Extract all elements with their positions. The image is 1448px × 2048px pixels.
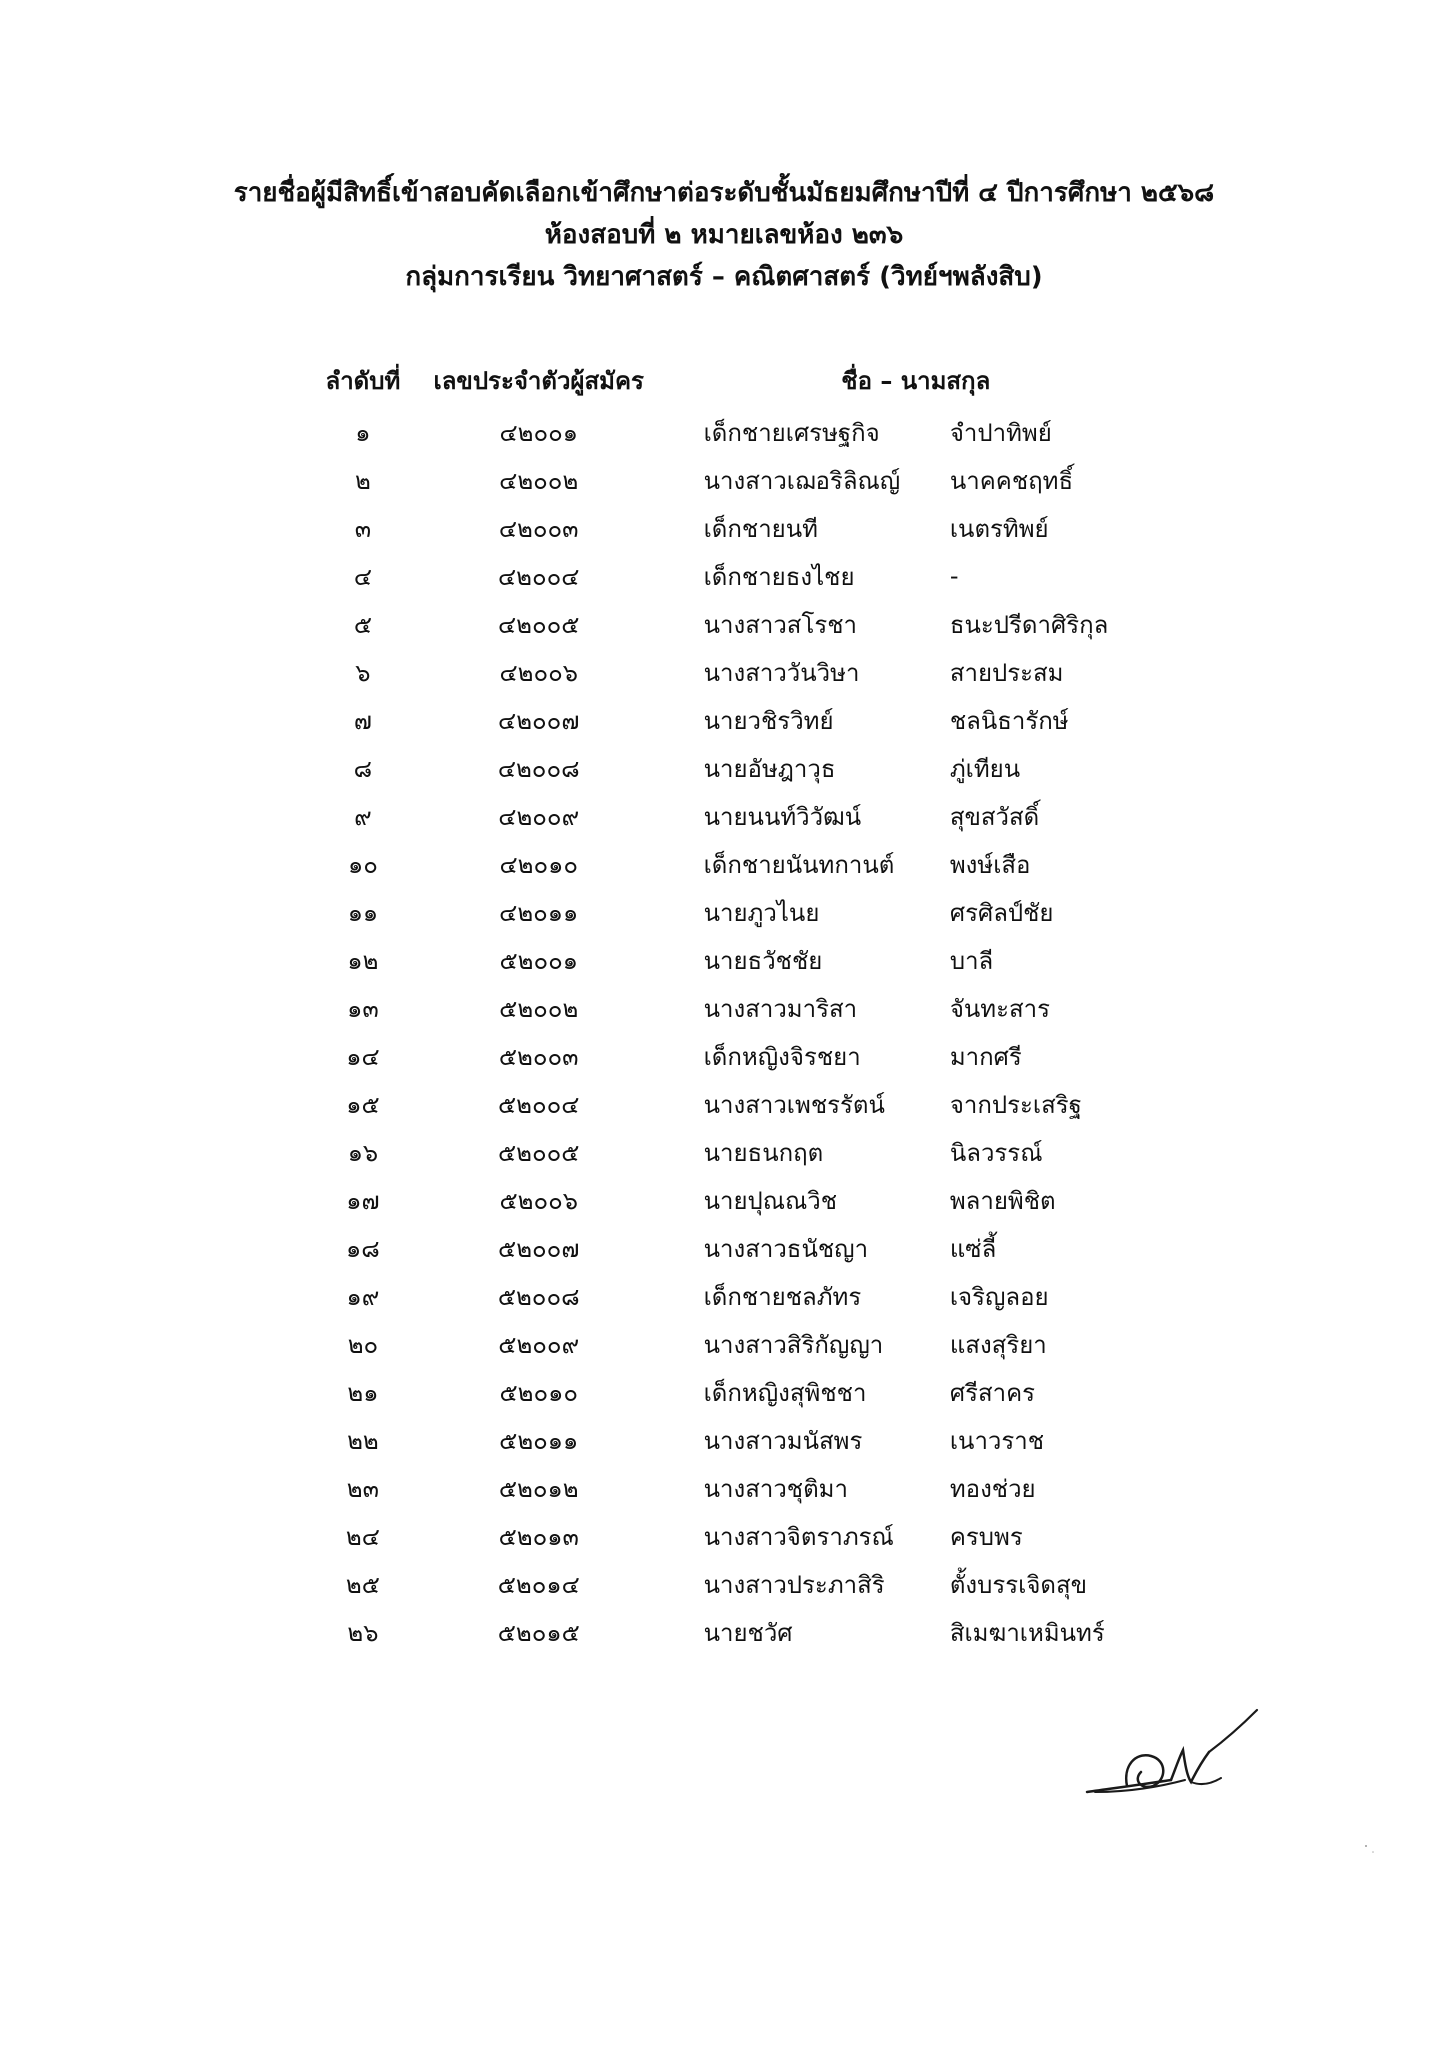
first-name-cell: นางสาวเฌอริลิณญ์	[703, 466, 901, 495]
order-cell: ๑๐	[347, 850, 378, 879]
last-name-cell: ธนะปรีดาศิริกุล	[949, 610, 1109, 639]
table-row	[300, 552, 1180, 600]
table-row	[300, 936, 1180, 984]
last-name-cell: เจริญลอย	[949, 1282, 1049, 1311]
applicant-id-cell: ๕๒๐๐๙	[498, 1330, 580, 1359]
table-row	[300, 1224, 1180, 1272]
applicant-id-cell: ๕๒๐๐๒	[499, 994, 579, 1023]
first-name-cell: นางสาวจิตราภรณ์	[703, 1522, 894, 1551]
applicant-id-cell: ๕๒๐๑๓	[498, 1522, 579, 1551]
last-name-cell: ทองช่วย	[949, 1474, 1036, 1503]
first-name-cell: เด็กชายธงไชย	[703, 562, 855, 591]
order-cell: ๒	[355, 466, 371, 495]
order-cell: ๑๒	[347, 946, 379, 975]
header-order: ลำดับที่	[325, 366, 401, 395]
first-name-cell: เด็กชายเศรษฐกิจ	[703, 418, 880, 447]
last-name-cell: จากประเสริฐ	[949, 1090, 1082, 1119]
last-name-cell: เนาวราช	[949, 1426, 1045, 1455]
applicant-id-cell: ๔๒๐๐๑	[499, 418, 578, 447]
first-name-cell: เด็กหญิงสุพิชชา	[703, 1378, 867, 1407]
applicant-id-cell: ๕๒๐๑๐	[499, 1378, 578, 1407]
table-row	[300, 792, 1180, 840]
applicant-id-cell: ๕๒๐๐๗	[498, 1234, 580, 1263]
last-name-cell: พลายพิชิต	[949, 1186, 1056, 1215]
first-name-cell: นางสาวมาริสา	[703, 994, 858, 1023]
last-name-cell: ชลนิธารักษ์	[949, 706, 1069, 735]
table-body	[300, 408, 1180, 1656]
first-name-cell: เด็กชายชลภัทร	[703, 1282, 862, 1311]
last-name-cell: พงษ์เสือ	[949, 850, 1031, 879]
last-name-cell: ตั้งบรรเจิดสุข	[949, 1570, 1088, 1599]
table-row	[300, 1608, 1180, 1656]
table-row	[300, 504, 1180, 552]
table-row	[300, 456, 1180, 504]
applicant-id-cell: ๔๒๐๐๔	[497, 562, 580, 591]
order-cell: ๒๕	[345, 1570, 380, 1599]
scan-speck	[1360, 1840, 1380, 1860]
last-name-cell: ศรีสาคร	[949, 1378, 1036, 1407]
applicant-id-cell: ๕๒๐๑๒	[498, 1474, 579, 1503]
table-row	[300, 888, 1180, 936]
order-cell: ๑๖	[347, 1138, 379, 1167]
table-row	[300, 984, 1180, 1032]
table-row	[300, 1272, 1180, 1320]
applicant-id-cell: ๕๒๐๐๖	[499, 1186, 578, 1215]
last-name-cell: ครบพร	[949, 1522, 1023, 1551]
first-name-cell: เด็กชายนันทกานต์	[703, 850, 895, 879]
first-name-cell: นางสาวธนัชญา	[703, 1234, 869, 1263]
last-name-cell: นิลวรรณ์	[949, 1138, 1043, 1167]
table-row	[300, 840, 1180, 888]
order-cell: ๓	[354, 514, 372, 543]
applicant-id-cell: ๕๒๐๐๔	[497, 1090, 580, 1119]
table-header-row	[300, 352, 1180, 408]
last-name-cell: ศรศิลป์ชัย	[949, 898, 1054, 927]
first-name-cell: นางสาวชุติมา	[703, 1474, 848, 1503]
header-full-name: ชื่อ – นามสกุล	[841, 366, 991, 395]
heading-title: รายชื่อผู้มีสิทธิ์เข้าสอบคัดเลือกเข้าศึกษาต่อระดับชั้นมัธยมศึกษาปีที่ ๔ ปีการศึกษา ๒๕๖๘	[233, 178, 1215, 208]
order-cell: ๑๔	[346, 1042, 380, 1071]
first-name-cell: นางสาวมนัสพร	[703, 1426, 863, 1455]
applicant-id-cell: ๔๒๐๐๓	[498, 514, 579, 543]
signature	[1075, 1700, 1295, 1820]
applicant-id-cell: ๔๒๐๑๑	[499, 898, 579, 927]
table-row	[300, 1416, 1180, 1464]
order-cell: ๑	[355, 418, 371, 447]
first-name-cell: นายชวัศ	[703, 1618, 793, 1647]
last-name-cell: สิเมฆาเหมินทร์	[949, 1618, 1105, 1647]
applicant-id-cell: ๕๒๐๐๑	[499, 946, 578, 975]
order-cell: ๖	[355, 658, 371, 687]
last-name-cell: สายประสม	[949, 658, 1064, 687]
order-cell: ๘	[353, 754, 373, 783]
applicant-id-cell: ๔๒๐๐๘	[497, 754, 580, 783]
applicant-id-cell: ๕๒๐๑๕	[497, 1618, 580, 1647]
table-row	[300, 1320, 1180, 1368]
order-cell: ๙	[354, 802, 372, 831]
table-row	[300, 696, 1180, 744]
document-heading	[0, 172, 1448, 298]
order-cell: ๑๙	[346, 1282, 380, 1311]
last-name-cell: สุขสวัสดิ์	[949, 802, 1040, 831]
order-cell: ๗	[353, 706, 372, 735]
table-row	[300, 600, 1180, 648]
last-name-cell: เนตรทิพย์	[949, 514, 1049, 543]
table-row	[300, 648, 1180, 696]
first-name-cell: นายอัษฎาวุธ	[703, 754, 836, 783]
heading-exam-room: ห้องสอบที่ ๒ หมายเลขห้อง ๒๓๖	[544, 220, 904, 250]
last-name-cell: ภู่เทียน	[949, 754, 1021, 783]
first-name-cell: เด็กชายนที	[703, 514, 818, 543]
order-cell: ๔	[353, 562, 372, 591]
applicant-id-cell: ๔๒๐๐๗	[498, 706, 580, 735]
first-name-cell: นางสาววันวิษา	[703, 658, 860, 687]
order-cell: ๑๗	[346, 1186, 380, 1215]
order-cell: ๑๕	[346, 1090, 380, 1119]
last-name-cell: จำปาทิพย์	[949, 418, 1052, 447]
order-cell: ๒๓	[346, 1474, 380, 1503]
applicant-id-cell: ๕๒๐๐๕	[497, 1138, 580, 1167]
last-name-cell: แซ่ลี้	[949, 1234, 997, 1263]
applicant-id-cell: ๔๒๐๐๙	[498, 802, 580, 831]
table-row	[300, 744, 1180, 792]
heading-study-group: กลุ่มการเรียน วิทยาศาสตร์ – คณิตศาสตร์ (วิทย์ฯพลังสิบ)	[405, 262, 1043, 292]
order-cell: ๑๑	[347, 898, 379, 927]
applicant-id-cell: ๕๒๐๐๓	[498, 1042, 579, 1071]
last-name-cell: บาลี	[949, 946, 994, 975]
first-name-cell: เด็กหญิงจิรชยา	[703, 1042, 861, 1071]
order-cell: ๒๒	[347, 1426, 379, 1455]
table-row	[300, 1560, 1180, 1608]
order-cell: ๑๘	[346, 1234, 380, 1263]
first-name-cell: นายภูวไนย	[703, 898, 820, 927]
applicant-id-cell: ๔๒๐๐๒	[499, 466, 579, 495]
table-row	[300, 1512, 1180, 1560]
candidate-table	[300, 352, 1180, 1656]
table-row	[300, 1368, 1180, 1416]
first-name-cell: นายนนท์วิวัฒน์	[703, 802, 862, 831]
order-cell: ๒๑	[347, 1378, 379, 1407]
order-cell: ๑๓	[347, 994, 379, 1023]
applicant-id-cell: ๕๒๐๑๔	[497, 1570, 580, 1599]
last-name-cell: มากศรี	[949, 1042, 1022, 1071]
table-row	[300, 1128, 1180, 1176]
table-row	[300, 1464, 1180, 1512]
order-cell: ๒๔	[345, 1522, 380, 1551]
first-name-cell: นายธวัชชัย	[703, 946, 823, 975]
applicant-id-cell: ๕๒๐๐๘	[497, 1282, 580, 1311]
table-row	[300, 1080, 1180, 1128]
last-name-cell: จันทะสาร	[949, 994, 1051, 1023]
header-applicant-id: เลขประจำตัวผู้สมัคร	[433, 366, 644, 395]
applicant-id-cell: ๔๒๐๐๕	[497, 610, 580, 639]
first-name-cell: นางสาวประภาสิริ	[703, 1570, 885, 1599]
applicant-id-cell: ๔๒๐๑๐	[499, 850, 578, 879]
last-name-cell: นาคคชฤทธิ์	[949, 466, 1074, 495]
applicant-id-cell: ๕๒๐๑๑	[499, 1426, 579, 1455]
order-cell: ๒๐	[347, 1330, 379, 1359]
first-name-cell: นายวชิรวิทย์	[703, 706, 834, 735]
table-row	[300, 1032, 1180, 1080]
first-name-cell: นางสาวสโรชา	[703, 610, 857, 639]
first-name-cell: นายปุณณวิช	[703, 1186, 838, 1215]
first-name-cell: นายธนกฤต	[703, 1138, 824, 1167]
order-cell: ๕	[353, 610, 372, 639]
last-name-cell: แสงสุริยา	[949, 1330, 1047, 1359]
table-row	[300, 408, 1180, 456]
first-name-cell: นางสาวสิริกัญญา	[703, 1330, 884, 1359]
first-name-cell: นางสาวเพชรรัตน์	[703, 1090, 885, 1119]
applicant-id-cell: ๔๒๐๐๖	[499, 658, 578, 687]
last-name-cell: -	[949, 562, 959, 590]
order-cell: ๒๖	[347, 1618, 379, 1647]
table-row	[300, 1176, 1180, 1224]
